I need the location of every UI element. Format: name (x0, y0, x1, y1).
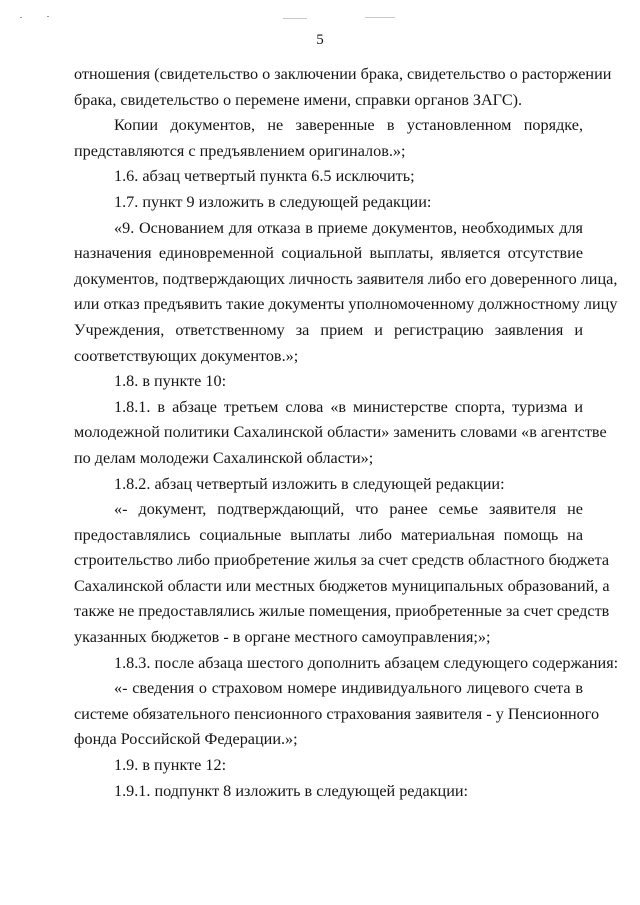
scan-speck (283, 18, 307, 19)
text-line: «- документ, подтверждающий, что ранее семье заявителя не (114, 500, 583, 519)
text-line: Сахалинской области или местных бюджетов муниципальных образований, а (74, 576, 610, 595)
text-line: или отказ предъявить такие документы уполномоченному должностному лицу (74, 295, 618, 314)
text-line: назначения единовременной социальной выплаты, является отсутствие (74, 244, 583, 263)
text-line: фонда Российской Федерации.»; (74, 730, 298, 749)
text-line: 1.8. в пункте 10: (114, 372, 227, 391)
scan-speck (365, 17, 395, 18)
text-line: документов, подтверждающих личность заявителя либо его доверенного лица, (74, 269, 618, 288)
scan-speck (47, 16, 49, 17)
text-line: молодежной политики Сахалинской области» заменить словами «в агентстве (74, 423, 607, 442)
text-line: 1.9.1. подпункт 8 изложить в следующей редакции: (114, 781, 469, 800)
text-line: 1.8.1. в абзаце третьем слова «в министерстве спорта, туризма и (114, 397, 583, 416)
text-line: соответствующих документов.»; (74, 346, 299, 365)
text-line: «- сведения о страховом номере индивидуального лицевого счета в (114, 679, 583, 698)
text-line: 1.8.2. абзац четвертый изложить в следующей редакции: (114, 474, 505, 493)
text-line: «9. Основанием для отказа в приеме документов, необходимых для (114, 218, 583, 237)
text-line: 1.8.3. после абзаца шестого дополнить абзацем следующего содержания: (114, 653, 619, 672)
text-line: предоставлялись социальные выплаты либо материальная помощь на (74, 525, 583, 544)
text-line: Учреждения, ответственному за прием и регистрацию заявления и (74, 320, 583, 339)
text-line: 1.9. в пункте 12: (114, 756, 227, 775)
document-body (74, 62, 619, 804)
page-number: 5 (316, 32, 324, 48)
text-line: 1.7. пункт 9 изложить в следующей редакции: (114, 192, 432, 211)
text-line: брака, свидетельство о перемене имени, справки органов ЗАГС). (74, 90, 523, 109)
text-line: строительство либо приобретение жилья за счет средств областного бюджета (74, 551, 610, 570)
text-line: представляются с предъявлением оригиналов.»; (74, 141, 406, 160)
text-line: Копии документов, не заверенные в установленном порядке, (114, 116, 583, 135)
text-line: отношения (свидетельство о заключении брака, свидетельство о расторжении (74, 65, 612, 83)
text-line: системе обязательного пенсионного страхования заявителя - у Пенсионного (74, 704, 600, 723)
scan-speck (20, 17, 22, 18)
text-line: по делам молодежи Сахалинской области»; (74, 448, 374, 467)
text-line: 1.6. абзац четвертый пункта 6.5 исключить; (114, 167, 415, 186)
text-line: также не предоставлялись жилые помещения, приобретенные за счет средств (74, 602, 610, 621)
text-line: указанных бюджетов - в органе местного самоуправления;»; (74, 628, 491, 647)
